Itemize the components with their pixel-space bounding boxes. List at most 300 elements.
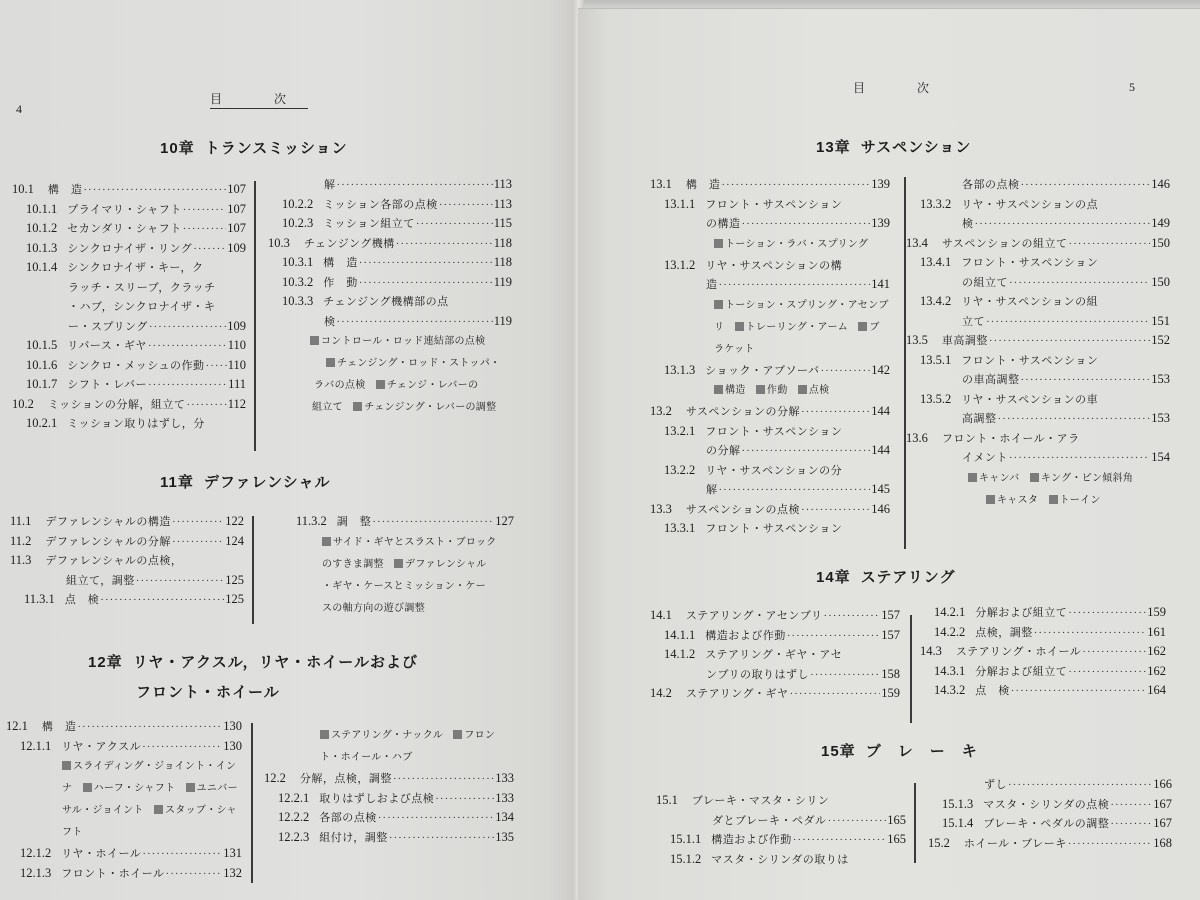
section-title: デファレンシャルの分解 xyxy=(45,534,171,548)
toc-entry xyxy=(906,195,1170,215)
toc-entry xyxy=(268,214,512,234)
leader-dots xyxy=(206,357,227,377)
section-title: シンクロナイザ・リング xyxy=(67,241,193,255)
section-title: リヤ・サスペンションの構 xyxy=(705,258,843,272)
toc-entry xyxy=(12,297,246,317)
note-text: ステアリング・ナックル xyxy=(331,730,454,741)
note-text: ユニバー xyxy=(196,783,238,794)
section-title: 構造および作動 xyxy=(705,628,786,642)
leader-dots xyxy=(183,220,227,240)
toc-entry xyxy=(928,834,1172,854)
section-title: サスペンションの分解 xyxy=(685,405,800,418)
toc-entry xyxy=(906,292,1170,312)
toc-entry xyxy=(12,278,246,298)
section-title: 点 検 xyxy=(975,684,1010,697)
page-ref: 159 xyxy=(881,686,900,700)
toc-entry xyxy=(928,795,1172,815)
section-title: 構 造 xyxy=(323,256,358,269)
toc-entry xyxy=(12,239,246,259)
section-title: リヤ・サスペンションの点 xyxy=(961,197,1099,211)
section-title: 点検，調整 xyxy=(975,625,1033,639)
note-text: キャンバ xyxy=(979,472,1030,484)
page-ref: 153 xyxy=(1151,411,1170,425)
section-title: マスタ・シリンダの取りは xyxy=(711,852,849,866)
leader-dots xyxy=(142,738,222,758)
toc-entry xyxy=(12,180,246,200)
note-text: トーション・ラバ・スプリング xyxy=(725,238,869,250)
section-number: 15.1.2 xyxy=(670,851,702,866)
toc-entry xyxy=(268,312,512,332)
toc-entry xyxy=(650,361,890,381)
section-title: ラッチ・スリーブ，クラッチ xyxy=(68,280,216,294)
page-ref: 119 xyxy=(493,313,512,328)
leader-dots xyxy=(148,376,227,396)
leader-dots xyxy=(1021,371,1151,391)
leader-dots xyxy=(393,770,494,790)
toc-entry xyxy=(10,571,244,591)
section-title: リヤ・サスペンションの分 xyxy=(705,463,843,477)
toc-entry xyxy=(650,441,890,461)
leader-dots xyxy=(790,685,881,705)
section-number: 14.2.2 xyxy=(934,624,966,639)
leader-dots xyxy=(801,403,870,423)
toc-entry xyxy=(656,850,906,870)
toc-entry xyxy=(920,603,1166,623)
section-title: ブレーキ・マスタ・シリン xyxy=(691,794,830,807)
section-title: ステアリング・ホイール xyxy=(955,645,1082,658)
section-title: リヤ・アクスル xyxy=(61,739,142,753)
section-number: 10.1 xyxy=(12,182,34,196)
leader-dots xyxy=(416,215,493,235)
toc-entry xyxy=(650,500,890,520)
section-number: 14.3 xyxy=(920,644,942,658)
page-ref: 111 xyxy=(228,377,246,391)
page-ref: 118 xyxy=(493,255,512,269)
section-number: 10.1.2 xyxy=(26,221,58,235)
toc-entry xyxy=(6,844,242,864)
note-text: 点検 xyxy=(808,385,830,396)
page-ref: 167 xyxy=(1153,796,1172,811)
section-title: 分解および組立て xyxy=(975,664,1068,678)
section-title: シフト・レバー xyxy=(67,378,147,391)
toc-note-line xyxy=(268,397,512,419)
note-text: ラバの点検 xyxy=(314,380,376,391)
leader-dots xyxy=(337,313,493,333)
leader-dots xyxy=(1068,235,1150,255)
square-bullet-icon xyxy=(714,300,723,309)
note-text: チェンジング・ロッド・ストッパ・ xyxy=(337,358,501,369)
note-text: ・ギヤ・ケースとミッション・ケー xyxy=(322,580,486,592)
toc-entry xyxy=(906,253,1170,273)
square-bullet-icon xyxy=(756,385,765,394)
section-number: 10.1.4 xyxy=(26,260,58,274)
leader-dots xyxy=(1110,796,1152,816)
leader-dots xyxy=(396,235,493,255)
section-title: ホイール・ブレーキ xyxy=(963,836,1067,850)
section-number: 14.2 xyxy=(650,686,672,700)
leader-dots xyxy=(337,176,493,196)
note-text: コントロール・ロッド連結部の点検 xyxy=(321,336,486,347)
section-number: 10.3.1 xyxy=(282,255,314,269)
leader-dots xyxy=(83,181,226,201)
square-bullet-icon xyxy=(735,322,744,331)
toc-entry xyxy=(906,312,1170,332)
page-ref: 110 xyxy=(227,338,246,352)
section-title: 解 xyxy=(706,483,718,496)
page-number: 4 xyxy=(16,102,22,116)
note-text: ハーフ・シャフト xyxy=(93,783,186,794)
section-title: 立て xyxy=(962,314,985,328)
toc-entry xyxy=(650,519,890,539)
toc-entry xyxy=(12,258,246,278)
note-text: スタッブ・シャ xyxy=(165,805,237,816)
section-number: 13.4 xyxy=(906,235,928,250)
toc-entry xyxy=(906,273,1170,293)
leader-dots xyxy=(787,627,881,647)
toc-entry xyxy=(656,830,906,850)
section-title: サスペンションの組立て xyxy=(941,236,1068,250)
toc-column xyxy=(6,717,242,883)
toc-note-line xyxy=(6,756,242,778)
note-text: ブ xyxy=(869,321,880,333)
section-title: ステアリング・ギヤ xyxy=(685,687,789,700)
page-ref: 157 xyxy=(881,608,900,622)
toc-entry xyxy=(12,375,246,395)
square-bullet-icon xyxy=(353,402,362,411)
section-title: ミッション各部の点検 xyxy=(323,197,438,211)
toc-entry xyxy=(906,409,1170,429)
section-title: 分解および組立て xyxy=(975,606,1068,619)
square-bullet-icon xyxy=(310,336,319,345)
note-text: トレーリング・アーム xyxy=(745,321,859,333)
section-title: フロント・サスペンション xyxy=(705,424,843,438)
note-text: フロン xyxy=(464,730,496,741)
toc-entry xyxy=(906,351,1170,371)
page-number: 5 xyxy=(1129,80,1135,94)
column-divider xyxy=(254,181,256,451)
section-number: 13.2.1 xyxy=(664,423,696,438)
running-head-char: 次 xyxy=(274,92,287,106)
section-number: 10.3 xyxy=(268,235,290,250)
toc-note-line xyxy=(650,234,890,256)
toc-note-line xyxy=(650,295,890,317)
toc-entry xyxy=(650,256,890,276)
toc-entry xyxy=(650,275,890,295)
leader-dots xyxy=(1110,815,1152,835)
toc-entry xyxy=(12,395,246,415)
section-title: プライマリ・シャフト xyxy=(67,202,182,216)
section-number: 13.3.2 xyxy=(920,196,952,211)
section-title: ステアリング・アセンブリ xyxy=(685,609,823,622)
section-title: リヤ・サスペンションの車 xyxy=(961,392,1099,406)
square-bullet-icon xyxy=(186,783,195,792)
leader-dots xyxy=(435,790,494,810)
note-text: トーイン xyxy=(1059,494,1101,506)
page-ref: 167 xyxy=(1153,816,1172,830)
leader-dots xyxy=(77,718,222,738)
square-bullet-icon xyxy=(1030,473,1039,482)
section-number: 14.2.1 xyxy=(934,605,966,619)
page-ref: 149 xyxy=(1151,216,1170,230)
section-number: 13.2.2 xyxy=(664,462,696,477)
leader-dots xyxy=(183,201,227,221)
toc-column xyxy=(656,791,906,869)
section-title: 点 検 xyxy=(64,593,100,606)
section-title: フロント・サスペンション xyxy=(705,197,843,211)
page-ref: 152 xyxy=(1151,333,1170,347)
left-page xyxy=(0,0,582,900)
section-title: ンブリの取りはずし xyxy=(706,667,810,681)
toc-entry xyxy=(920,681,1166,701)
section-number: 11.3.1 xyxy=(24,592,55,606)
toc-entry xyxy=(650,684,900,704)
leader-dots xyxy=(166,865,223,885)
section-number: 14.1.1 xyxy=(664,627,696,642)
column-divider xyxy=(251,723,253,883)
section-number: 12.2 xyxy=(264,771,286,785)
section-number: 13.5.1 xyxy=(920,352,952,367)
section-title: シンクロ・メッシュの作動 xyxy=(67,358,205,372)
toc-entry xyxy=(656,791,906,811)
toc-entry xyxy=(650,175,890,195)
section-title: マスタ・シリンダの点検 xyxy=(983,797,1110,811)
section-title: 車高調整 xyxy=(941,334,988,347)
note-text: トーション・スプリング・アセンブ xyxy=(725,299,889,311)
section-number: 13.4.2 xyxy=(920,294,952,308)
section-number: 13.1.2 xyxy=(664,257,696,272)
leader-dots xyxy=(1008,776,1152,796)
toc-entry xyxy=(12,200,246,220)
square-bullet-icon xyxy=(798,385,807,394)
toc-entry xyxy=(650,645,900,665)
note-text: フト xyxy=(62,827,83,838)
page-ref: 162 xyxy=(1147,644,1166,658)
section-title: の分解 xyxy=(706,444,741,457)
toc-entry xyxy=(906,448,1170,468)
toc-note-line xyxy=(650,339,890,361)
page-ref: 158 xyxy=(881,666,900,681)
section-title: 組立て，調整 xyxy=(66,573,135,587)
note-text: キング・ピン傾斜角 xyxy=(1040,472,1134,484)
toc-entry xyxy=(906,234,1170,254)
section-number: 10.1.3 xyxy=(26,240,58,255)
toc-entry xyxy=(264,808,514,828)
square-bullet-icon xyxy=(986,495,995,504)
leader-dots xyxy=(142,845,222,865)
page-ref: 154 xyxy=(1151,450,1170,464)
page-ref: 110 xyxy=(227,357,246,372)
square-bullet-icon xyxy=(322,537,331,546)
page-ref: 107 xyxy=(227,221,246,235)
toc-column xyxy=(12,180,246,434)
section-number: 10.2.2 xyxy=(282,196,314,211)
toc-entry xyxy=(268,253,512,273)
page-ref: 161 xyxy=(1147,624,1166,639)
section-title: セカンダリ・シャフト xyxy=(67,222,182,235)
toc-entry xyxy=(650,214,890,234)
leader-dots xyxy=(742,215,871,235)
section-title: ・ハブ，シンクロナイザ・キ xyxy=(68,300,216,313)
note-text: チェンジング・レバーの調整 xyxy=(364,402,497,413)
page-ref: 127 xyxy=(495,514,514,528)
leader-dots xyxy=(372,513,494,533)
section-title: 調 整 xyxy=(336,515,372,528)
section-number: 11.3.2 xyxy=(296,514,327,528)
section-number: 13.1 xyxy=(650,177,672,191)
toc-entry xyxy=(268,234,512,254)
page-ref: 159 xyxy=(1147,605,1166,619)
leader-dots xyxy=(172,513,224,533)
section-title: フロント・サスペンション xyxy=(705,522,843,535)
section-title: ステアリング・ギヤ・アセ xyxy=(705,648,843,661)
running-head-char: 目 xyxy=(210,92,223,106)
toc-entry xyxy=(10,590,244,610)
section-title: 構 造 xyxy=(41,720,77,733)
section-number: 13.5.2 xyxy=(920,391,952,406)
leader-dots xyxy=(186,396,226,416)
section-title: シンクロナイザ・キー，ク xyxy=(67,261,204,274)
square-bullet-icon xyxy=(62,761,71,770)
toc-note-line xyxy=(650,317,890,339)
toc-entry xyxy=(928,814,1172,834)
section-title: リバース・ギヤ xyxy=(67,339,147,352)
section-title: 構 造 xyxy=(47,183,83,196)
square-bullet-icon xyxy=(1049,495,1058,504)
section-number: 11.1 xyxy=(10,514,32,528)
toc-entry xyxy=(268,273,512,293)
chapter-heading-11: 11章 デファレンシャル xyxy=(160,473,331,491)
toc-entry xyxy=(6,717,242,737)
toc-entry xyxy=(650,402,890,422)
leader-dots xyxy=(998,410,1151,430)
section-number: 13.5 xyxy=(906,333,928,347)
toc-entry xyxy=(650,480,890,500)
section-title: フロント・ホイール・アラ xyxy=(941,431,1080,445)
leader-dots xyxy=(1068,835,1153,855)
section-title: 構造および作動 xyxy=(711,833,792,846)
leader-dots xyxy=(100,591,224,611)
leader-dots xyxy=(1068,663,1146,683)
section-title: 解 xyxy=(324,178,336,191)
section-title: イメント xyxy=(962,451,1008,464)
square-bullet-icon xyxy=(83,783,92,792)
leader-dots xyxy=(359,254,493,274)
section-number: 12.1.3 xyxy=(20,865,52,880)
page-ref: 166 xyxy=(1153,777,1172,791)
toc-entry xyxy=(906,370,1170,390)
section-title: 各部の点検 xyxy=(319,811,377,824)
leader-dots xyxy=(1009,449,1150,469)
square-bullet-icon xyxy=(968,473,977,482)
page-ref: 113 xyxy=(493,177,512,191)
toc-entry xyxy=(10,532,244,552)
leader-dots xyxy=(1068,604,1146,624)
toc-entry xyxy=(906,214,1170,234)
square-bullet-icon xyxy=(320,730,329,739)
toc-entry xyxy=(12,336,246,356)
section-title: デファレンシャルの構造 xyxy=(45,515,171,528)
leader-dots xyxy=(359,274,493,294)
section-number: 11.2 xyxy=(10,533,32,548)
page-ref: 144 xyxy=(871,404,890,418)
page-ref: 139 xyxy=(871,177,890,191)
chapter-heading-12: 12章 リヤ・アクスル，リヤ・ホイールおよび フロント・ホイール xyxy=(88,653,418,701)
page-ref: 153 xyxy=(1151,372,1170,386)
section-title: 作 動 xyxy=(323,275,358,289)
page-ref: 109 xyxy=(227,240,246,255)
page-ref: 150 xyxy=(1151,274,1170,289)
page-ref: 125 xyxy=(225,592,244,606)
toc-column xyxy=(268,175,512,419)
section-number: 13.1.1 xyxy=(664,196,696,211)
section-number: 10.1.1 xyxy=(26,201,58,216)
toc-column xyxy=(906,175,1170,512)
note-text: のすきま調整 xyxy=(322,558,395,570)
section-number: 10.3.3 xyxy=(282,294,314,308)
section-title: 造 xyxy=(706,278,718,291)
toc-entry xyxy=(12,414,246,434)
note-text: ナ xyxy=(62,783,83,794)
section-title: ー・スプリング xyxy=(68,319,148,333)
toc-note-line xyxy=(906,468,1170,490)
square-bullet-icon xyxy=(858,322,867,331)
leader-dots xyxy=(148,337,227,357)
toc-column xyxy=(920,603,1166,701)
page-ref: 133 xyxy=(495,790,514,805)
toc-note-line xyxy=(6,778,242,800)
section-number: 14.1.2 xyxy=(664,647,696,661)
section-title: 検 xyxy=(962,217,974,230)
note-text: キャスタ xyxy=(997,494,1049,506)
toc-note-line xyxy=(268,353,512,375)
toc-column xyxy=(650,175,890,539)
section-number: 13.3.1 xyxy=(664,521,696,535)
running-head xyxy=(210,90,308,109)
toc-entry xyxy=(920,642,1166,662)
toc-entry xyxy=(264,769,514,789)
leader-dots xyxy=(1021,176,1151,196)
square-bullet-icon xyxy=(453,730,462,739)
section-title: リヤ・サスペンションの組 xyxy=(961,295,1099,308)
toc-note-line xyxy=(282,532,514,554)
toc-note-line xyxy=(264,725,514,747)
toc-entry xyxy=(264,789,514,809)
note-text: ラケット xyxy=(714,343,755,355)
section-number: 15.1 xyxy=(656,793,678,807)
note-text: 構造 xyxy=(725,385,756,396)
section-title: サスペンションの点検 xyxy=(685,502,800,516)
section-number: 15.1.3 xyxy=(942,796,974,811)
square-bullet-icon xyxy=(154,805,163,814)
section-number: 14.3.2 xyxy=(934,683,966,697)
leader-dots xyxy=(1011,682,1147,702)
section-title: 分解，点検，調整 xyxy=(299,772,392,785)
page-ref: 132 xyxy=(223,865,242,880)
square-bullet-icon xyxy=(326,358,335,367)
section-title: デファレンシャルの点検， xyxy=(45,554,183,567)
leader-dots xyxy=(389,829,494,849)
section-number: 15.1.1 xyxy=(670,832,702,846)
leader-dots xyxy=(172,533,224,553)
chapter-heading-15: 15章 ブ レ ー キ xyxy=(821,742,978,760)
note-text: デファレンシャル xyxy=(405,558,487,570)
toc-entry xyxy=(656,811,906,831)
toc-entry xyxy=(906,390,1170,410)
page-ref: 164 xyxy=(1147,683,1166,697)
toc-note-line xyxy=(282,576,514,598)
note-text: チェンジ・レバーの xyxy=(386,380,479,391)
leader-dots xyxy=(1009,274,1150,294)
